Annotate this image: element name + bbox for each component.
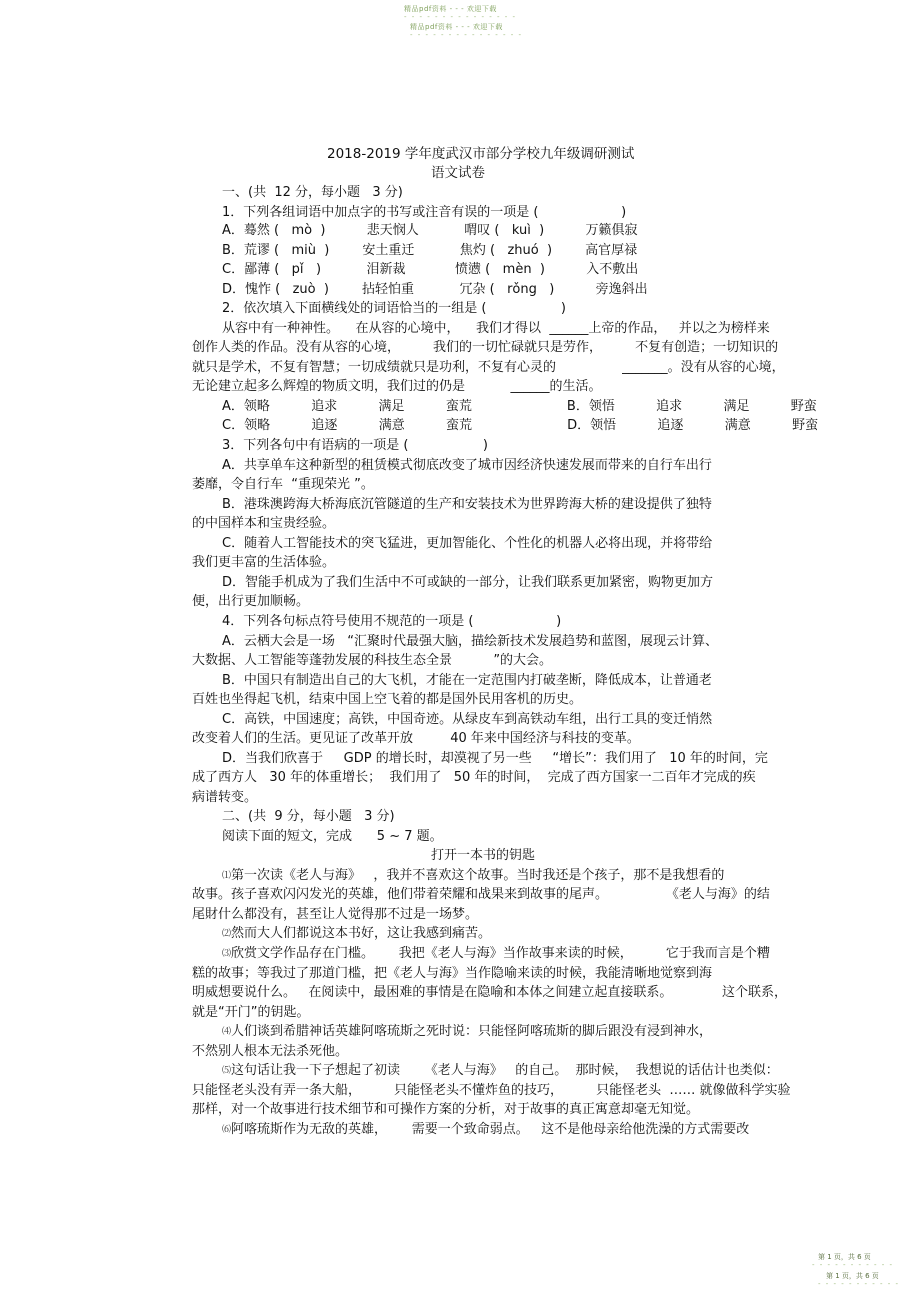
- essay-paragraph-5-line-2: 只能怪老头没有弄一条大船， 只能怪老头不懂炸鱼的技巧， 只能怪老头 …… 就像做科学实验: [192, 1083, 791, 1098]
- q1-option-d: D．愧怍 ( zuò ) 拈轻怕重 冗杂 ( rǒng ) 旁逸斜出: [222, 282, 648, 297]
- q4-option-d-1: D．当我们欣喜于 GDP 的增长时，却漠视了另一些 “增长”：我们用了 10 年的时间，完: [222, 751, 768, 766]
- essay-paragraph-5: ⑸这句话让我一下子想起了初读 《老人与海》 的自己。 那时候， 我想说的话估计也类似：: [222, 1063, 779, 1078]
- watermark-top-2: 精品pdf资料 - - - 欢迎下载: [410, 23, 503, 31]
- essay-paragraph-4-line-2: 不然别人根本无法杀死他。: [192, 1044, 349, 1059]
- essay-paragraph-3-line-2: 糕的故事；等我过了那道门槛，把《老人与海》当作隐喻来读的时候，我能清晰地觉察到海: [192, 966, 713, 981]
- page-number-1: 第 1 页，共 6 页: [818, 1253, 871, 1261]
- essay-paragraph-2: ⑵然而大人们都说这本书好，这让我感到痛苦。: [222, 926, 492, 941]
- essay-paragraph-5-line-3: 那样，对一个故事进行技术细节和可操作方案的分析，对于故事的真正寓意却毫无知觉。: [192, 1102, 700, 1117]
- q2-options-cd: C．领略 追逐 满意 蛮荒 D．领悟 追逐 满意 野蛮: [222, 418, 819, 433]
- q1-option-c: C．鄙薄 ( pǐ ) 泪新裁 愤懑 ( mèn ) 入不敷出: [222, 262, 639, 277]
- q4-option-d-2: 成了西方人 30 年的体重增长； 我们用了 50 年的时间， 完成了西方国家一二百年才完成的疾: [192, 770, 756, 785]
- q4-stem: 4．下列各句标点符号使用不规范的一项是 ( ): [222, 614, 562, 629]
- essay-paragraph-4: ⑷人们谈到希腊神话英雄阿喀琉斯之死时说：只能怪阿喀琉斯的脚后跟没有浸到神水，: [222, 1024, 713, 1039]
- essay-paragraph-1-line-2: 故事。孩子喜欢闪闪发光的英雄，他们带着荣耀和战果来到故事的尾声。 《老人与海》的结: [192, 887, 770, 902]
- watermark-dashes-2: - - - - - - - - - - - - - - -: [410, 31, 523, 39]
- q3-option-a-1: A．共享单车这种新型的租赁模式彻底改变了城市因经济快速发展而带来的自行车出行: [222, 458, 712, 473]
- q1-stem: 1．下列各组词语中加点字的书写或注音有误的一项是 ( ): [222, 205, 627, 220]
- paragraph-number: ⑴: [222, 871, 232, 881]
- q3-option-d-1: D．智能手机成为了我们生活中不可或缺的一部分，让我们联系更加紧密，购物更加方: [222, 575, 714, 590]
- watermark-dashes-1: - - - - - - - - - - - - - - -: [404, 13, 517, 21]
- essay-title: 打开一本书的钥匙: [431, 848, 536, 863]
- q3-option-d-2: 便，出行更加顺畅。: [192, 594, 310, 609]
- paragraph-number: ⑹: [222, 1125, 232, 1135]
- q4-option-d-3: 病谱转变。: [192, 790, 258, 805]
- q4-option-a-1: A．云栖大会是一场 “汇聚时代最强大脑，描绘新技术发展趋势和蓝图，展现云计算、: [222, 634, 719, 649]
- essay-paragraph-6: ⑹阿喀琉斯作为无敌的英雄， 需要一个致命弱点。 这不是他母亲给他洗澡的方式需要改: [222, 1122, 750, 1137]
- q2-passage-3: 就只是学术，不复有智慧；一切成绩就只是功利，不复有心灵的 _______。没有从容的心境，: [192, 360, 785, 375]
- q3-option-c-1: C．随着人工智能技术的突飞猛进，更加智能化、个性化的机器人必将出现，并将带给: [222, 536, 713, 551]
- paragraph-number: ⑶: [222, 949, 232, 959]
- section2-heading: 二、(共 9 分，每小题 3 分): [222, 809, 395, 824]
- essay-paragraph-3-line-4: 就是“开门”的钥匙。: [192, 1005, 310, 1020]
- q2-passage-4: 无论建立起多么辉煌的物质文明，我们过的仍是 ______的生活。: [192, 379, 602, 394]
- q2-passage-2: 创作人类的作品。没有从容的心境， 我们的一切忙碌就只是劳作， 不复有创造；一切知识的: [192, 340, 779, 355]
- section1-heading: 一、(共 12 分，每小题 3 分): [222, 185, 403, 200]
- q3-option-c-2: 我们更丰富的生活体验。: [192, 555, 336, 570]
- page-subtitle: 语文试卷: [431, 165, 485, 181]
- page-number-dashes-2: - - - - - - - - - - -: [818, 1280, 900, 1288]
- q3-stem: 3．下列各句中有语病的一项是 ( ): [222, 438, 488, 453]
- q2-stem: 2．依次填入下面横线处的词语恰当的一组是 ( ): [222, 301, 566, 316]
- q2-options-ab: A．领略 追求 满足 蛮荒 B．领悟 追求 满足 野蛮: [222, 399, 817, 414]
- q3-option-a-2: 萎靡，令自行车 “重现荣光 ”。: [192, 477, 374, 492]
- page-title: 2018-2019 学年度武汉市部分学校九年级调研测试: [327, 146, 635, 162]
- q3-option-b-2: 的中国样本和宝贵经验。: [192, 516, 336, 531]
- paragraph-number: ⑸: [222, 1066, 232, 1076]
- paragraph-number: ⑵: [222, 929, 232, 939]
- essay-paragraph-1-line-3: 尾財什么都没有，甚至让人觉得那不过是一场梦。: [192, 907, 479, 922]
- q4-option-b-2: 百姓也坐得起飞机，结束中国上空飞着的都是国外民用客机的历史。: [192, 692, 583, 707]
- q4-option-c-2: 改变着人们的生活。更见证了改革开放 40 年来中国经济与科技的变革。: [192, 731, 640, 746]
- q1-option-a: A．蓦然 ( mò ) 悲天悯人 喟叹 ( kuì ) 万籁俱寂: [222, 223, 638, 238]
- essay-paragraph-3-line-3: 明威想要说什么。 在阅读中，最困难的事情是在隐喻和本体之间建立起直接联系。 这个联系，: [192, 985, 787, 1000]
- q2-passage-1: 从容中有一种神性。 在从容的心境中， 我们才得以 ______上帝的作品， 并以之为榜样来: [222, 321, 770, 336]
- paragraph-number: ⑷: [222, 1027, 232, 1037]
- watermark-top-1: 精品pdf资料 - - - 欢迎下载: [404, 5, 497, 13]
- essay-paragraph-1: ⑴第一次读《老人与海》 ，我并不喜欢这个故事。当时我还是个孩子，那不是我想看的: [222, 868, 725, 883]
- section2-intro: 阅读下面的短文，完成 5 ~ 7 题。: [222, 829, 443, 844]
- q3-option-b-1: B．港珠澳跨海大桥海底沉管隧道的生产和安装技术为世界跨海大桥的建设提供了独特: [222, 497, 712, 512]
- q4-option-a-2: 大数据、人工智能等蓬勃发展的科技生态全景 ”的大会。: [192, 653, 553, 668]
- q1-option-b: B．荒谬 ( miù ) 安土重迁 焦灼 ( zhuó ) 高官厚禄: [222, 243, 638, 258]
- page-number-2: 第 1 页，共 6 页: [826, 1272, 879, 1280]
- page-number-dashes-1: - - - - - - - - - - -: [812, 1261, 894, 1269]
- q4-option-b-1: B．中国只有制造出自己的大飞机，才能在一定范围内打破垄断，降低成本，让普通老: [222, 673, 712, 688]
- essay-paragraph-3: ⑶欣赏文学作品存在门槛。 我把《老人与海》当作故事来读的时候， 它于我而言是个糟: [222, 946, 770, 961]
- q4-option-c-1: C．高铁，中国速度；高铁，中国奇迹。从绿皮车到高铁动车组，出行工具的变迁悄然: [222, 712, 713, 727]
